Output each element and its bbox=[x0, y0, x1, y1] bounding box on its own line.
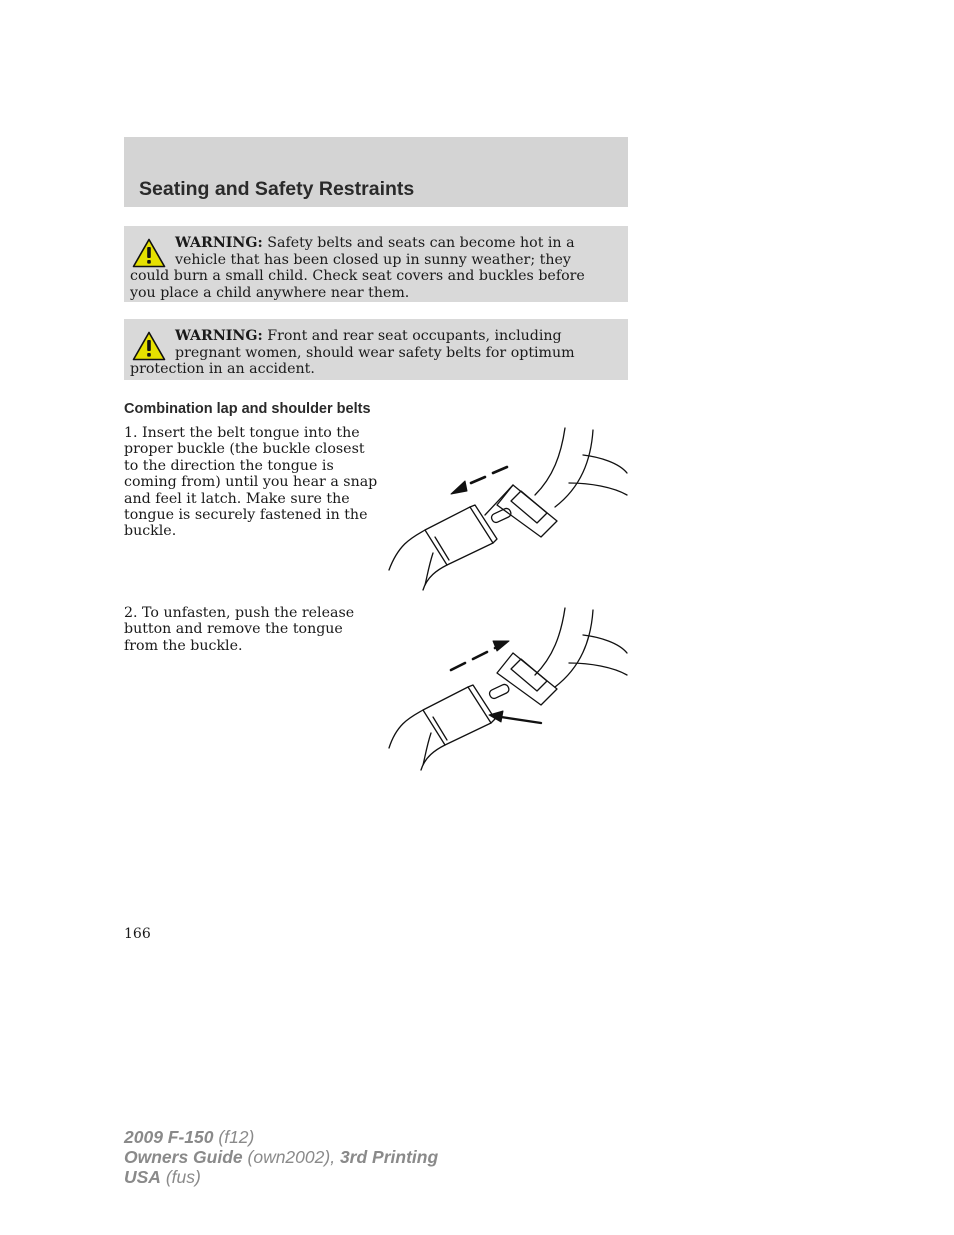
footer-line-model bbox=[124, 1127, 438, 1147]
document-footer bbox=[124, 1127, 438, 1187]
footer-model: 2009 F-150 bbox=[124, 1127, 214, 1147]
footer-printing: 3rd Printing bbox=[339, 1147, 439, 1167]
step-2-text: 2. To unfasten, push the release button and remove the tongue from the buckle. bbox=[124, 605, 355, 654]
section-heading: Combination lap and shoulder belts bbox=[124, 401, 371, 417]
warning-triangle-icon bbox=[132, 238, 166, 268]
belt-fasten-illustration bbox=[385, 425, 630, 595]
warning-box-hot-belts bbox=[124, 226, 628, 302]
page-title: Seating and Safety Restraints bbox=[139, 178, 415, 200]
footer-separator: , bbox=[330, 1147, 340, 1167]
footer-line-guide bbox=[124, 1147, 438, 1167]
page-number: 166 bbox=[124, 926, 151, 942]
section-header-band bbox=[124, 137, 628, 207]
footer-line-market bbox=[124, 1167, 438, 1187]
footer-market: USA bbox=[124, 1167, 161, 1187]
belt-unfasten-illustration bbox=[385, 605, 630, 775]
warning-text: Safety belts and seats can become hot in a vehicle that has been closed up in sunny weather; they could burn a small child. Check seat covers and buckles before you place a child anywhere near them. bbox=[130, 235, 585, 301]
footer-guide: Owners Guide bbox=[124, 1147, 243, 1167]
warning-label: WARNING: bbox=[175, 235, 263, 251]
warning-text: Front and rear seat occupants, including pregnant women, should wear safety belts for optimum protection in an accident. bbox=[130, 328, 575, 377]
warning-label: WARNING: bbox=[175, 328, 263, 344]
warning-box-all-occupants bbox=[124, 319, 628, 380]
footer-market-code: (fus) bbox=[160, 1167, 201, 1187]
footer-model-code: (f12) bbox=[213, 1127, 255, 1147]
warning-triangle-icon bbox=[132, 331, 166, 361]
footer-guide-code: (own2002) bbox=[242, 1147, 331, 1167]
step-1-text: 1. Insert the belt tongue into the proper buckle (the buckle closest to the direction the tongue is coming from) until you hear a snap and feel it latch. Make sure the tongue is securely fastened in the buckle. bbox=[124, 425, 378, 540]
